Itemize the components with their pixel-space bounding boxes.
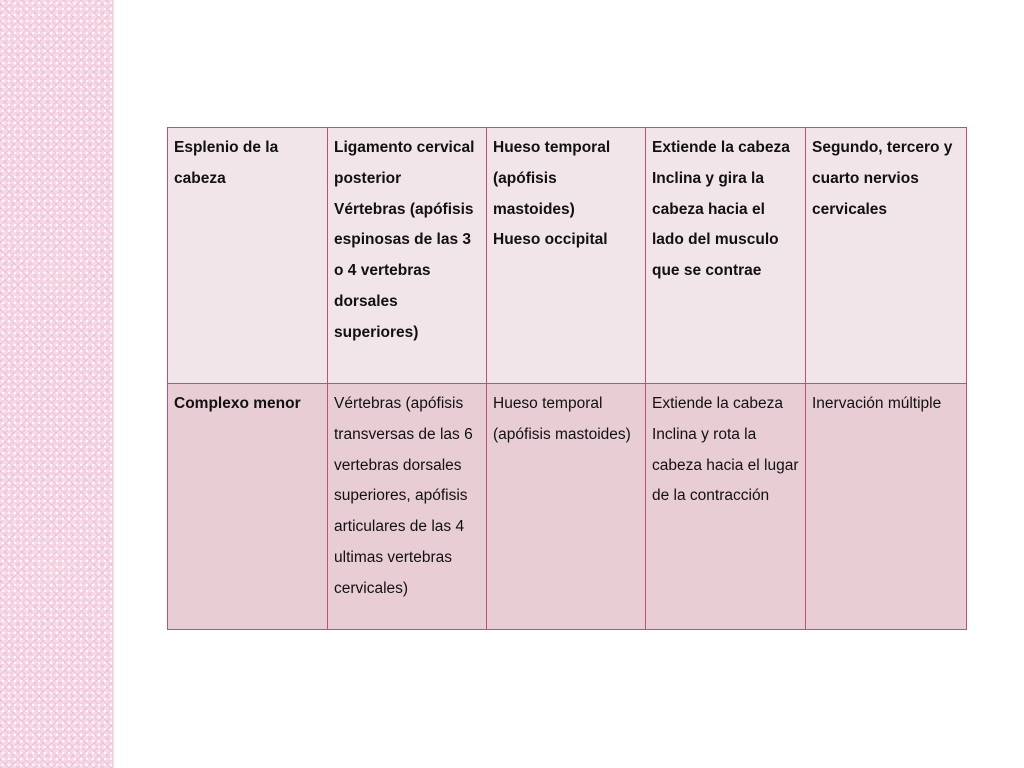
- muscle-table: [167, 127, 967, 630]
- decorative-side-band: [0, 0, 112, 768]
- table-row: [168, 384, 967, 630]
- side-band-edge: [112, 0, 115, 768]
- table-cell-muscle: Complexo menor: [168, 384, 328, 630]
- table-cell-origin: Ligamento cervical posterior Vértebras (apófisis espinosas de las 3 o 4 vertebras dorsales superiores): [328, 128, 487, 384]
- table-cell-action: Extiende la cabeza Inclina y gira la cabeza hacia el lado del musculo que se contrae: [646, 128, 806, 384]
- table-cell-innervation: Inervación múltiple: [806, 384, 967, 630]
- table-cell-insertion: Hueso temporal (apófisis mastoides) Hueso occipital: [487, 128, 646, 384]
- table-cell-insertion: Hueso temporal (apófisis mastoides): [487, 384, 646, 630]
- table-row: [168, 128, 967, 384]
- table-cell-muscle: Esplenio de la cabeza: [168, 128, 328, 384]
- table-cell-action: Extiende la cabeza Inclina y rota la cabeza hacia el lugar de la contracción: [646, 384, 806, 630]
- table-cell-origin: Vértebras (apófisis transversas de las 6 vertebras dorsales superiores, apófisis articulares de las 4 ultimas vertebras cervicales): [328, 384, 487, 630]
- table-cell-innervation: Segundo, tercero y cuarto nervios cervicales: [806, 128, 967, 384]
